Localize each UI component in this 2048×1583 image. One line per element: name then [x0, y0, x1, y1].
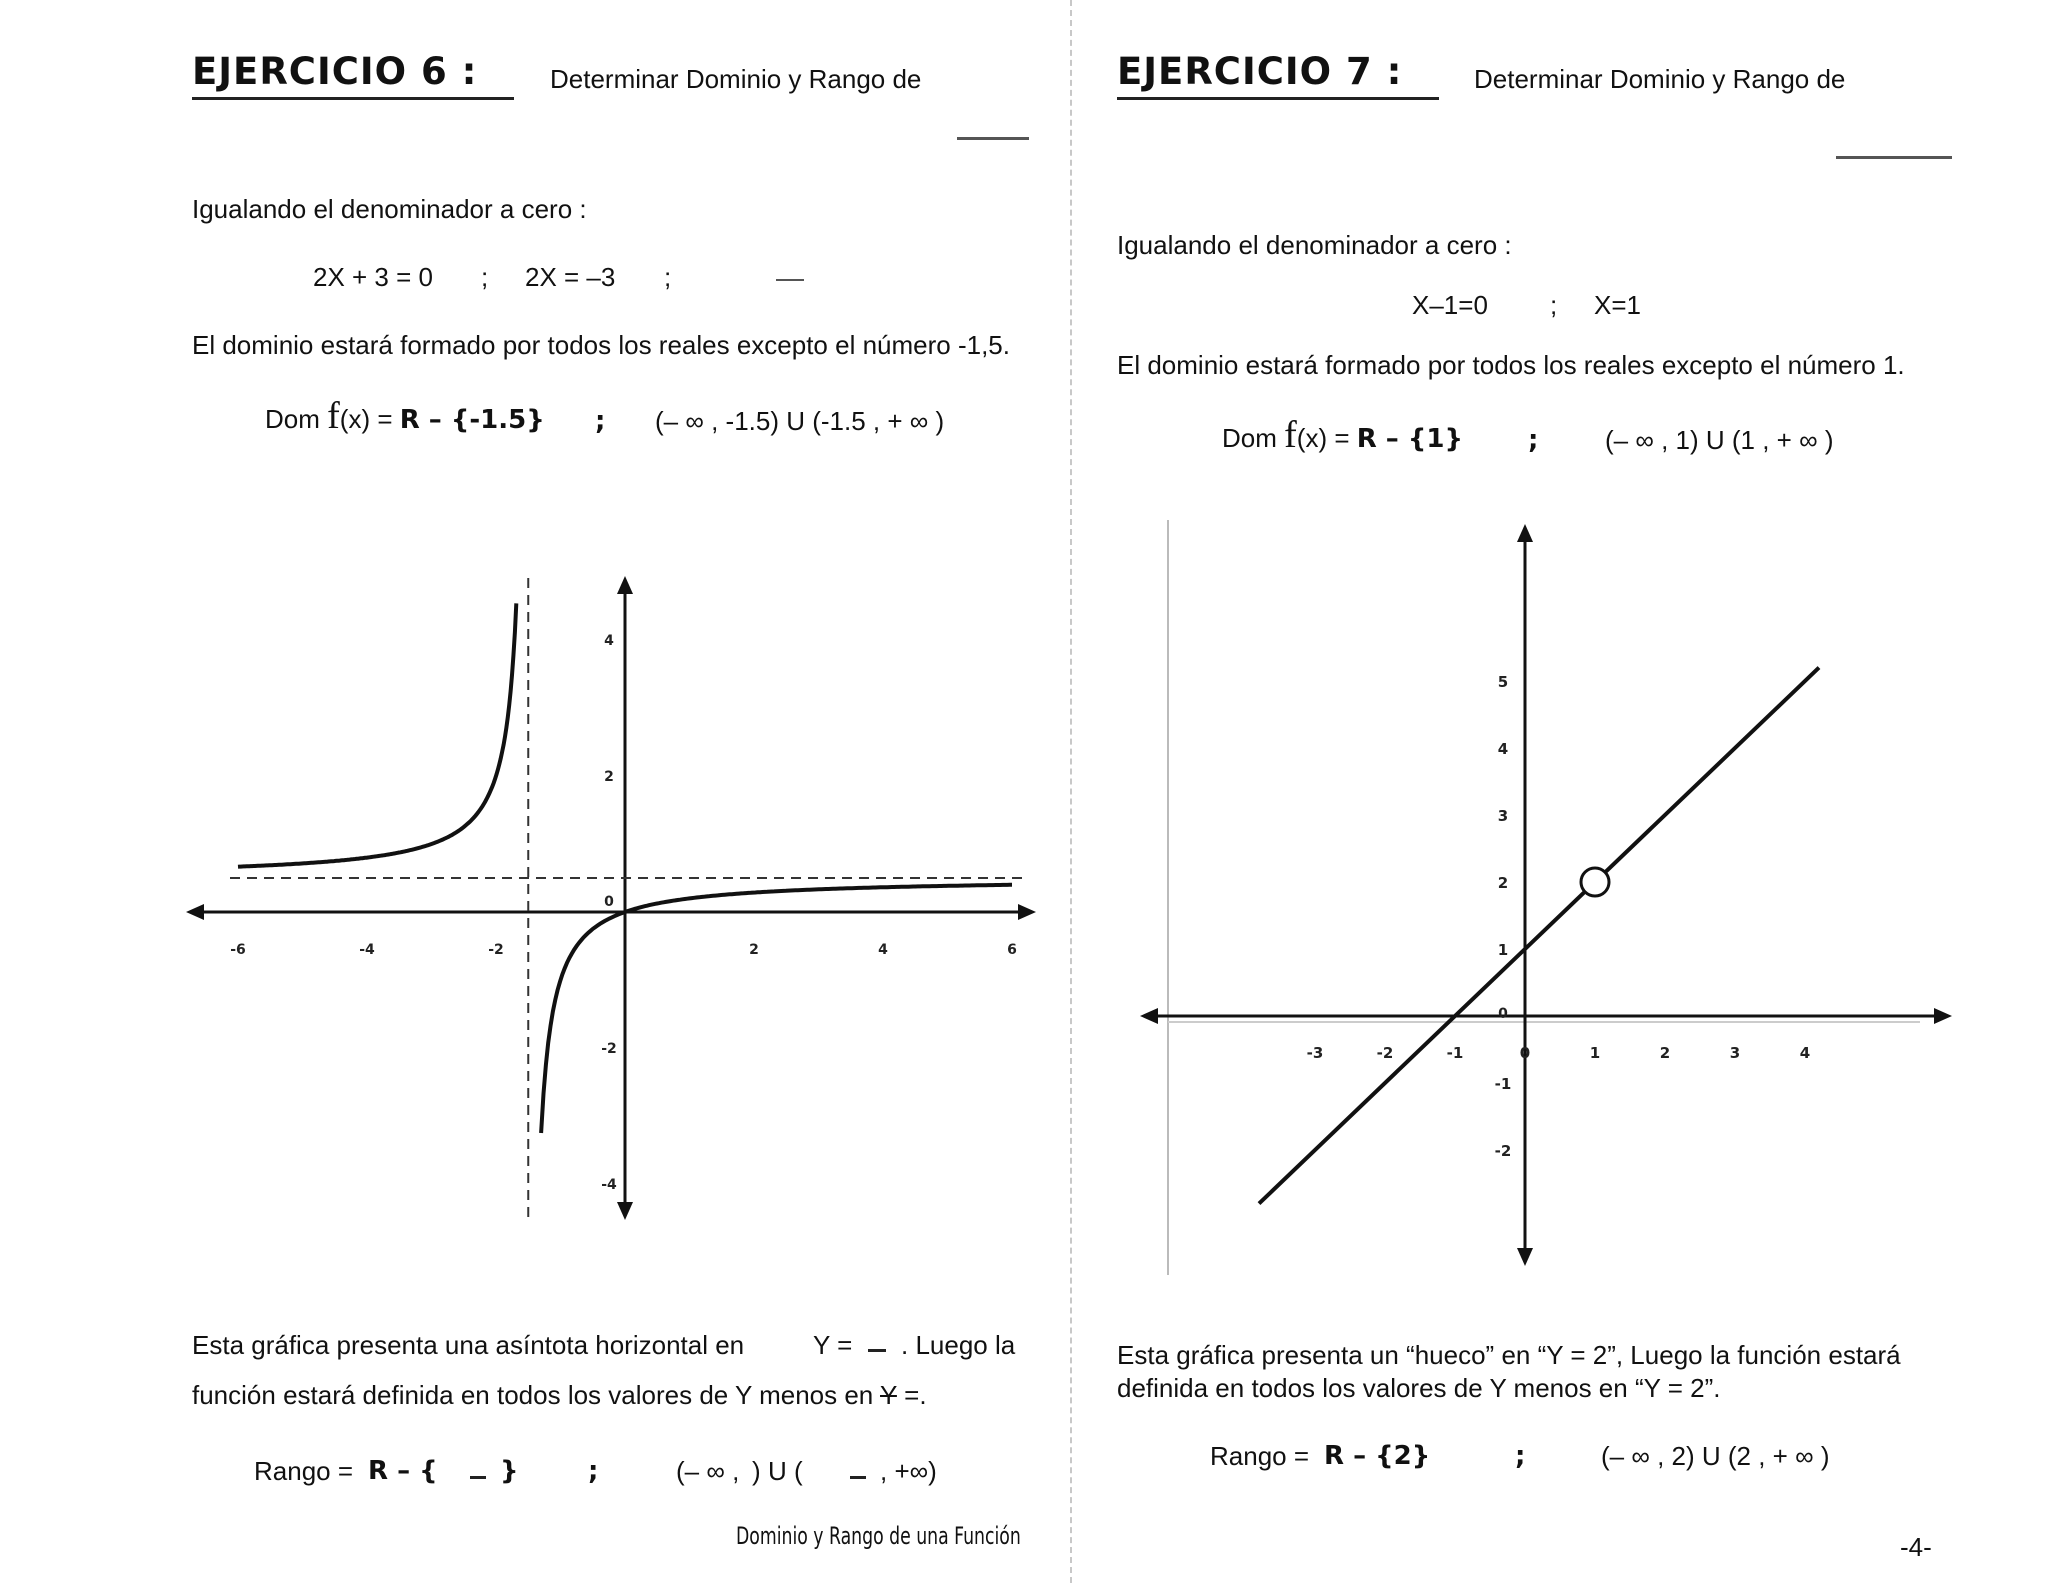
x-tick-label: 0 [1519, 1044, 1531, 1062]
ex6-step-intro: Igualando el denominador a cero : [192, 194, 587, 224]
ex6-rango-fraction-bar [470, 1476, 486, 1479]
y-tick-label: 1 [1497, 941, 1509, 959]
ex6-footer: Dominio y Rango de una Función [736, 1522, 1021, 1550]
ex6-rango-int-c: U ( [768, 1456, 803, 1486]
ex7-title: EJERCICIO 7 : [1117, 50, 1403, 93]
ex6-title-underline [192, 97, 514, 100]
y-tick-label: -1 [1494, 1075, 1512, 1093]
ex6-rango-set-open: R – { [368, 1456, 438, 1486]
x-axis-arrow-right [1934, 1008, 1952, 1024]
x-tick-label: 2 [749, 942, 759, 958]
ex7-rango-interval: (– ∞ , 2) U (2 , + ∞ ) [1601, 1441, 1830, 1471]
ex7-dom-f: f [1284, 414, 1297, 456]
ex6-dom-set: R – {-1.5} [399, 405, 545, 435]
y-tick-label: 0 [1498, 1006, 1508, 1022]
ex6-range-text-1a: Esta gráfica presenta una asíntota horizontal en [192, 1330, 745, 1360]
ex6-fraction-bar [957, 137, 1029, 140]
ex6-subtitle: Determinar Dominio y Rango de [550, 64, 922, 94]
ex6-domain-text: El dominio estará formado por todos los reales excepto el número -1,5. [192, 330, 1010, 360]
ex7-step-intro: Igualando el denominador a cero : [1117, 230, 1512, 260]
x-tick-label: -1 [1446, 1044, 1464, 1062]
ex6-rango-prefix: Rango = [254, 1456, 354, 1486]
x-axis-arrow-left [1140, 1008, 1158, 1024]
ex6-eq2: 2X = –3 [525, 262, 616, 292]
y-tick-label: 2 [1497, 874, 1509, 892]
x-tick-label: 3 [1729, 1044, 1741, 1062]
ex7-eq2: X=1 [1594, 290, 1641, 320]
ex6-sep1: ; [481, 262, 489, 292]
ex7-eq1: X–1=0 [1412, 290, 1488, 320]
ex6-title: EJERCICIO 6 : [192, 50, 478, 93]
ex6-range-text-2b: Y [880, 1380, 897, 1410]
x-tick-label: -3 [1306, 1044, 1324, 1062]
y-axis-arrow-up [617, 576, 633, 594]
x-tick-label: -4 [359, 942, 375, 958]
ex7-dom-interval: (– ∞ , 1) U (1 , + ∞ ) [1605, 425, 1834, 455]
ex7-title-underline [1117, 97, 1439, 100]
ex6-dom-x: (x) = [339, 404, 400, 434]
ex6-eq1: 2X + 3 = 0 [313, 262, 433, 292]
ex7-dom-x: (x) = [1296, 423, 1357, 453]
ex7-sep1: ; [1550, 290, 1558, 320]
y-tick-label: 2 [604, 769, 614, 785]
ex7-fraction-bar [1836, 156, 1952, 159]
y-tick-label: 4 [1497, 740, 1509, 758]
y-tick-label: -2 [1494, 1142, 1512, 1160]
ex6-asymptote-fraction-bar [868, 1349, 886, 1352]
y-axis-arrow-down [617, 1202, 633, 1220]
y-axis-arrow-up [1517, 524, 1533, 542]
page-divider [1070, 0, 1072, 1583]
x-tick-label: 1 [1589, 1044, 1601, 1062]
x-tick-label: -2 [488, 942, 504, 958]
ex7-dom-set: R – {1} [1356, 424, 1463, 454]
ex6-rango-int-b: ) [752, 1456, 761, 1486]
x-tick-label: 4 [1799, 1044, 1811, 1062]
x-axis-arrow-right [1018, 904, 1036, 920]
ex6-rango-set-close: } [500, 1456, 519, 1486]
y-tick-label: 5 [1497, 673, 1509, 691]
ex6-range-text-2c: = [896, 1380, 920, 1410]
x-axis-arrow-left [186, 904, 204, 920]
y-tick-label: 3 [1497, 807, 1509, 825]
ex6-range-y-eq: Y = [813, 1330, 853, 1360]
y-tick-label: 4 [604, 633, 614, 649]
ex6-sep2: ; [664, 262, 672, 292]
ex6-graph [180, 560, 1050, 1230]
ex6-dom-interval: (– ∞ , -1.5) U (-1.5 , + ∞ ) [655, 406, 945, 436]
ex6-range-text-2 [192, 1380, 927, 1411]
x-tick-label: 2 [1659, 1044, 1671, 1062]
ex6-range-text-2a: función estará definida en todos los valores de Y menos en [192, 1380, 881, 1410]
ex7-subtitle: Determinar Dominio y Rango de [1474, 64, 1846, 94]
ex7-domain-text: El dominio estará formado por todos los reales excepto el número 1. [1117, 350, 1905, 380]
ex7-dom-prefix: Dom [1222, 423, 1285, 453]
ex6-dom-sep: ; [595, 406, 606, 436]
ex7-rango-prefix: Rango = [1210, 1441, 1310, 1471]
y-tick-label: -4 [601, 1177, 617, 1193]
x-tick-label: -6 [230, 942, 246, 958]
ex6-rango-int-a: (– ∞ , [676, 1456, 740, 1486]
ex6-x-fraction-bar [776, 279, 804, 281]
ex7-rango-set: R – {2} [1324, 1441, 1431, 1471]
ex6-range-text-2d: . [919, 1380, 927, 1410]
function-line [1259, 668, 1819, 1204]
page-number: -4- [1900, 1532, 1932, 1562]
ex7-dom-sep: ; [1528, 425, 1539, 455]
ex6-range-text-1 [192, 1330, 744, 1361]
ex6-dom-f: f [327, 395, 340, 437]
ex7-graph [1130, 510, 1960, 1290]
ex6-dom-prefix: Dom [265, 404, 328, 434]
ex7-range-text-2: definida en todos los valores de Y menos en “Y = 2”. [1117, 1373, 1721, 1403]
curve-left-branch [238, 603, 516, 866]
curve-right-branch [541, 885, 1012, 1133]
ex6-dom-line [265, 394, 545, 438]
ex6-rango-int-fraction-bar [850, 1476, 866, 1479]
ex7-range-text-1: Esta gráfica presenta un “hueco” en “Y = 2”, Luego la función estará [1117, 1340, 1901, 1370]
ex6-range-text-1c: . Luego la [901, 1330, 1016, 1360]
x-tick-label: 6 [1007, 942, 1017, 958]
y-tick-label: 0 [604, 894, 614, 910]
ex6-rango-sep: ; [588, 1456, 599, 1486]
x-tick-label: -2 [1376, 1044, 1394, 1062]
ex7-dom-line [1222, 413, 1463, 457]
x-tick-label: 4 [878, 942, 888, 958]
y-tick-label: -2 [601, 1041, 617, 1057]
ex6-rango-int-d: , +∞) [880, 1456, 937, 1486]
ex7-rango-sep: ; [1515, 1441, 1526, 1471]
hole-marker [1581, 868, 1609, 896]
y-axis-arrow-down [1517, 1248, 1533, 1266]
